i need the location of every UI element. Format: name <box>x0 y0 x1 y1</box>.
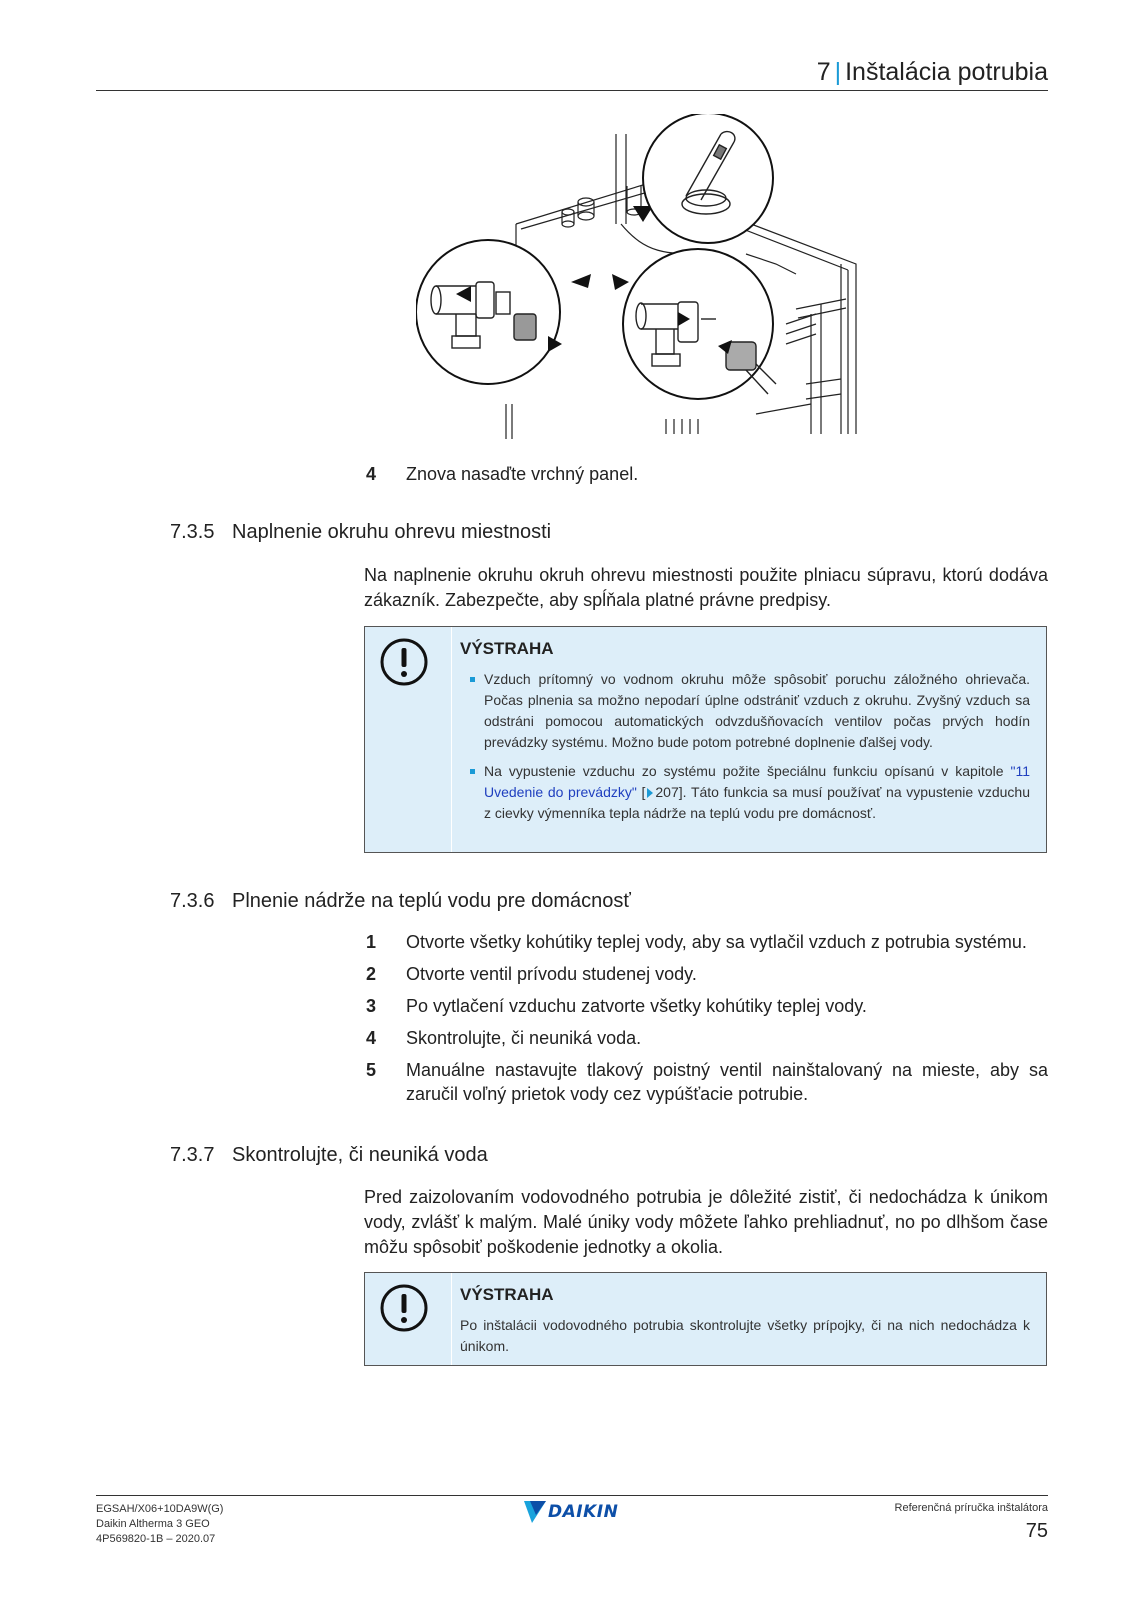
step-text: Manuálne nastavujte tlakový poistný ventil nainštalovaný na mieste, aby sa zaručil voľný prietok vody cez vypúšťacie potrubie. <box>406 1060 1048 1104</box>
model-code: EGSAH/X06+10DA9W(G) <box>96 1503 224 1515</box>
section-title: Naplnenie okruhu ohrevu miestnosti <box>232 521 552 543</box>
warning-item-text: Na vypustenie vzduchu zo systému požite špeciálnu funkciu opísanú v kapitole <box>484 763 1004 779</box>
section-paragraph: Pred zaizolovaním vodovodného potrubia je dôležité zistiť, či nedochádza k únikom vody, zvlášť k malým. Malé úniky vody môžete ľahko prehliadnuť, no po dlhšom čase môžu spôsobiť poškodenie jednotky a okolia. <box>364 1187 1048 1257</box>
bullet-icon <box>470 769 475 774</box>
section-heading-7-3-5 <box>170 521 551 544</box>
step-text: Otvorte všetky kohútiky teplej vody, aby sa vytlačil vzduch z potrubia systému. <box>406 932 1027 952</box>
product-name: Daikin Altherma 3 GEO <box>96 1518 210 1530</box>
exclamation-icon <box>379 637 429 687</box>
step-list <box>366 930 1048 1106</box>
list-item <box>366 1026 1048 1050</box>
warning-item-text-suffix: . Táto funkcia sa musí používať na vypustenie vzduchu z cievky výmenníka tepla nádrže na teplú vodu pre domácnosť. <box>484 784 1031 821</box>
chapter-title: Inštalácia potrubia <box>845 58 1048 86</box>
page-number: 75 <box>1025 1520 1048 1542</box>
list-item <box>366 930 1048 954</box>
chapter-number: 7 <box>816 58 831 86</box>
document-id: 4P569820-1B – 2020.07 <box>96 1533 216 1545</box>
step-text: Po vytlačení vzduchu zatvorte všetky kohútiky teplej vody. <box>406 996 867 1016</box>
list-item <box>366 1058 1048 1106</box>
header-rule <box>96 90 1048 91</box>
section-heading-7-3-7 <box>170 1144 488 1167</box>
warning-body <box>460 1285 1030 1357</box>
installation-illustration <box>416 114 876 444</box>
warning-list <box>460 669 1030 824</box>
step-number: 5 <box>366 1060 377 1080</box>
warning-item <box>460 761 1030 824</box>
warning-title: VÝSTRAHA <box>460 639 554 658</box>
page-ref[interactable]: 207] <box>655 784 683 800</box>
list-item <box>366 962 1048 986</box>
step-number: 3 <box>366 996 377 1016</box>
header-separator: | <box>834 58 842 86</box>
warning-title: VÝSTRAHA <box>460 1285 554 1304</box>
warning-icon-column <box>365 1273 452 1365</box>
warning-icon-column <box>365 627 452 852</box>
brand-name: DAIKIN <box>548 1502 619 1522</box>
guide-title: Referenčná príručka inštalátora <box>894 1502 1048 1514</box>
step-text: Znova nasaďte vrchný panel. <box>406 464 639 484</box>
footer-rule <box>96 1495 1048 1496</box>
section-number: 7.3.6 <box>170 890 215 912</box>
section-heading-7-3-6 <box>170 890 631 913</box>
daikin-logo-icon <box>524 1501 546 1523</box>
warning-text: Po inštalácii vodovodného potrubia skontrolujte všetky prípojky, či na nich nedochádza k únikom. <box>460 1317 1030 1354</box>
chapter-header <box>817 58 1048 87</box>
step-text: Skontrolujte, či neuniká voda. <box>406 1028 642 1048</box>
exclamation-icon <box>379 1283 429 1333</box>
section-number: 7.3.7 <box>170 1144 215 1166</box>
footer-doc-info <box>96 1502 223 1547</box>
page-ref-arrow-icon <box>647 788 653 798</box>
section-title: Skontrolujte, či neuniká voda <box>232 1144 488 1166</box>
warning-body <box>460 639 1030 832</box>
step-number: 2 <box>366 964 377 984</box>
section-number: 7.3.5 <box>170 521 215 543</box>
section-title: Plnenie nádrže na teplú vodu pre domácnosť <box>232 890 631 912</box>
step-number: 4 <box>366 464 377 484</box>
figure-step <box>366 462 1046 486</box>
warning-item <box>460 669 1030 753</box>
step-number: 4 <box>366 1028 377 1048</box>
warning-item-text: Vzduch prítomný vo vodnom okruhu môže spôsobiť poruchu záložného ohrievača. Počas plnenia sa možno nepodarí úplne odstrániť vzduch z okruhu. Zvyšný vzduch sa odstráni pomocou automatických odvzdušňovacích ventilov počas prvých hodín prevádzky systému. Možno bude potom potrebné doplnenie ďalšej vody. <box>484 671 1030 750</box>
step-text: Otvorte ventil prívodu studenej vody. <box>406 964 697 984</box>
warning-box <box>364 1272 1047 1366</box>
page-ref-bracket: [ <box>641 784 646 800</box>
warning-box <box>364 626 1047 853</box>
section-paragraph: Na naplnenie okruhu okruh ohrevu miestnosti použite plniacu súpravu, ktorú dodáva zákazník. Zabezpečte, aby spĺňala platné právne predpisy. <box>364 565 1048 610</box>
step-number: 1 <box>366 932 377 952</box>
chapter-link[interactable]: "11 Uvedenie do prevádzky" <box>484 763 1030 800</box>
daikin-logo <box>524 1500 618 1524</box>
bullet-icon <box>470 677 475 682</box>
list-item <box>366 994 1048 1018</box>
